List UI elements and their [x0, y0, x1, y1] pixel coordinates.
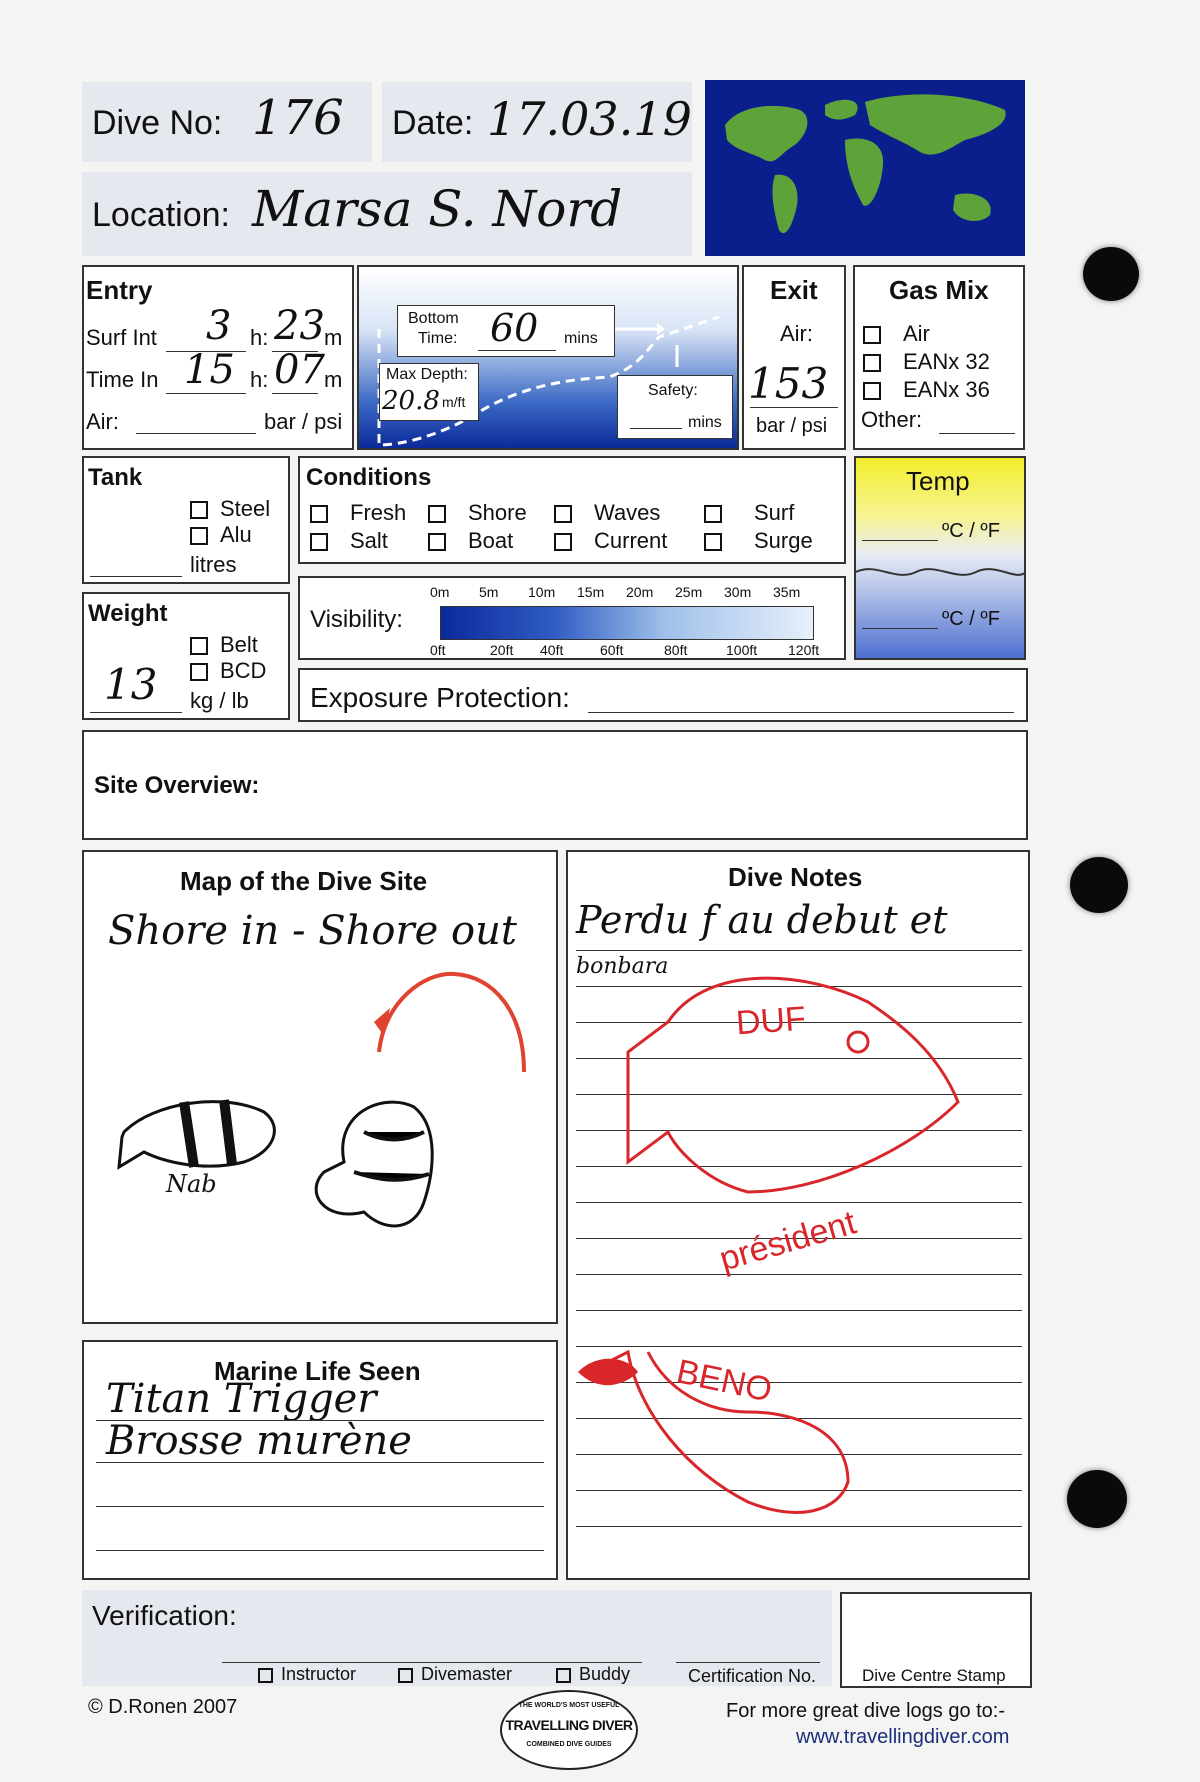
verification-label: Verification:: [92, 1600, 237, 1631]
entry-section: [82, 265, 354, 450]
visibility-ft-tick: 20ft: [490, 642, 514, 658]
safety-label: Safety:: [648, 382, 698, 399]
depth-unit: m/ft: [442, 394, 466, 410]
bottom-time-box: [397, 305, 615, 357]
cond-boat[interactable]: Boat: [428, 528, 513, 554]
conditions-section: [298, 456, 846, 564]
cond-current[interactable]: Current: [554, 528, 667, 554]
exit-section: [742, 265, 846, 450]
max-depth-label: Max Depth:: [386, 366, 468, 383]
cond-salt[interactable]: Salt: [310, 528, 388, 554]
dive-no-value: 176: [252, 90, 344, 146]
world-map: [705, 80, 1025, 256]
dive-notes-title: Dive Notes: [728, 862, 863, 892]
verify-instructor[interactable]: Instructor: [258, 1664, 356, 1685]
max-depth-value: 20.8: [382, 386, 440, 416]
visibility-m-tick: 0m: [430, 584, 450, 600]
date-value: 17.03.19: [487, 92, 692, 146]
location-field: [82, 172, 692, 256]
binder-hole: [1070, 857, 1128, 913]
copyright: © D.Ronen 2007: [88, 1696, 238, 1718]
m-unit: m: [324, 367, 343, 392]
dive-no-label: Dive No:: [92, 104, 223, 142]
fish-label: Nab: [166, 1170, 217, 1198]
dive-no-field: [82, 82, 372, 162]
visibility-ft-tick: 80ft: [664, 642, 688, 658]
stamp-beno: BENO: [673, 1352, 776, 1410]
binder-hole: [1083, 247, 1139, 301]
surf-int-hours: 3: [206, 303, 232, 349]
exit-air-value: 153: [748, 359, 829, 408]
location-label: Location:: [92, 196, 230, 234]
water-wave: [856, 562, 1026, 582]
logo-main-text: TRAVELLING DIVER: [505, 1717, 633, 1733]
location-value: Marsa S. Nord: [252, 180, 623, 238]
stamp-duf: DUF: [734, 999, 808, 1043]
verification-section: [82, 1590, 832, 1686]
time-in-label: Time In: [86, 367, 159, 392]
gas-mix-title: Gas Mix: [889, 275, 989, 305]
exit-air-unit: bar / psi: [756, 415, 828, 437]
gas-other-label: Other:: [861, 407, 923, 432]
exposure-section: [298, 668, 1028, 722]
m-unit: m: [324, 325, 343, 350]
tank-alu-option[interactable]: [190, 522, 252, 548]
entry-air-label: Air:: [86, 409, 119, 434]
safety-mins-label: mins: [688, 414, 722, 431]
date-label: Date:: [392, 104, 474, 142]
exit-title: Exit: [770, 275, 818, 305]
conditions-title: Conditions: [306, 464, 432, 491]
weight-value: 13: [104, 660, 158, 709]
cond-surf[interactable]: Surf: [704, 500, 794, 526]
marine-life-section: [82, 1340, 558, 1580]
world-map-graphic: [705, 80, 1025, 256]
more-logs-text: For more great dive logs go to:-: [726, 1700, 1006, 1722]
map-drawings: [84, 912, 554, 1312]
gas-mix-section: [853, 265, 1025, 450]
marine-life-title: Marine Life Seen: [214, 1356, 421, 1386]
bottom-time-value: 60: [490, 306, 539, 350]
tank-option-label: Alu: [220, 522, 252, 547]
map-section: [82, 850, 558, 1324]
visibility-m-tick: 15m: [577, 584, 605, 600]
visibility-ft-tick: 40ft: [540, 642, 564, 658]
tank-title: Tank: [88, 464, 143, 491]
visibility-m-tick: 10m: [528, 584, 556, 600]
visibility-m-tick: 35m: [773, 584, 801, 600]
dive-centre-stamp-label: Dive Centre Stamp: [862, 1666, 1006, 1685]
tank-section: [82, 456, 290, 584]
gas-air-option[interactable]: [863, 321, 930, 347]
cond-waves[interactable]: Waves: [554, 500, 660, 526]
safety-box: [617, 375, 733, 439]
logo-bottom-text: COMBINED DIVE GUIDES: [526, 1741, 612, 1748]
h-unit: h:: [250, 367, 269, 392]
logo-top-text: THE WORLD'S MOST USEFUL: [518, 1702, 620, 1709]
checkbox[interactable]: [863, 354, 881, 372]
temp-section: [854, 456, 1026, 660]
tank-steel-option[interactable]: [190, 496, 270, 522]
dive-notes-line-2: bonbara: [576, 954, 669, 979]
checkbox[interactable]: [190, 501, 208, 519]
weight-bcd-option[interactable]: BCD: [190, 658, 266, 684]
max-depth-box: [379, 363, 479, 421]
binder-hole: [1067, 1470, 1127, 1528]
weight-section: [82, 592, 290, 720]
gas-option-label: EANx 32: [903, 349, 990, 374]
dive-notes-line-1: Perdu f au debut et: [576, 898, 948, 942]
certification-label: Certification No.: [688, 1666, 817, 1686]
marine-life-line-1: Titan Trigger: [106, 1376, 377, 1422]
checkbox[interactable]: [190, 527, 208, 545]
visibility-m-tick: 25m: [675, 584, 703, 600]
weight-belt-option[interactable]: Belt: [190, 632, 258, 658]
exposure-label: Exposure Protection:: [310, 682, 570, 713]
surf-int-label: Surf Int: [86, 325, 157, 350]
dive-notes-section: [566, 850, 1030, 1580]
dive-profile: [357, 265, 739, 450]
checkbox[interactable]: [863, 382, 881, 400]
weight-title: Weight: [88, 600, 168, 627]
map-note: Shore in - Shore out: [108, 908, 517, 954]
map-title: Map of the Dive Site: [180, 866, 428, 896]
time-label: Time:: [418, 330, 458, 347]
visibility-scale: [440, 606, 814, 640]
website-link[interactable]: www.travellingdiver.com: [796, 1726, 1010, 1748]
visibility-ft-tick: 120ft: [788, 642, 820, 658]
dive-centre-stamp-box: [840, 1592, 1032, 1688]
h-unit: h:: [250, 325, 269, 350]
visibility-ft-tick: 100ft: [726, 642, 758, 658]
visibility-ft-tick: 0ft: [430, 642, 446, 658]
time-in-minutes: 07: [274, 347, 325, 393]
visibility-m-tick: 5m: [479, 584, 499, 600]
gas-option-label: Air: [903, 321, 930, 346]
verify-divemaster[interactable]: Divemaster: [398, 1664, 512, 1685]
visibility-label: Visibility:: [310, 606, 403, 633]
temp-title: Temp: [906, 466, 970, 496]
date-field: [382, 82, 692, 162]
exit-air-label: Air:: [780, 321, 813, 346]
cond-fresh[interactable]: Fresh: [310, 500, 406, 526]
time-in-hours: 15: [184, 347, 235, 393]
tank-litres-label: litres: [190, 552, 237, 577]
entry-title: Entry: [86, 275, 153, 305]
checkbox[interactable]: [863, 326, 881, 344]
stamp-president: président: [715, 1203, 861, 1279]
cond-surge[interactable]: Surge: [704, 528, 813, 554]
gas-eanx36-option[interactable]: [863, 377, 990, 403]
entry-air-unit: bar / psi: [264, 409, 343, 434]
marine-life-line-2: Brosse murène: [106, 1418, 412, 1464]
gas-option-label: EANx 36: [903, 377, 990, 402]
site-overview-section: [82, 730, 1028, 840]
bottom-label: Bottom: [408, 310, 459, 327]
visibility-m-tick: 20m: [626, 584, 654, 600]
gas-eanx32-option[interactable]: [863, 349, 990, 375]
verify-buddy[interactable]: Buddy: [556, 1664, 630, 1685]
visibility-m-tick: 30m: [724, 584, 752, 600]
tank-option-label: Steel: [220, 496, 271, 521]
temp-unit-top: ºC / ºF: [942, 520, 1000, 542]
surf-int-minutes: 23: [274, 303, 325, 349]
temp-unit-bottom: ºC / ºF: [942, 608, 1000, 630]
visibility-section: [298, 576, 846, 660]
dive-notes-stamps: [568, 852, 1028, 1572]
travelling-diver-logo: [500, 1690, 638, 1770]
weight-unit: kg / lb: [190, 688, 249, 713]
visibility-ft-tick: 60ft: [600, 642, 624, 658]
bottom-mins-label: mins: [564, 330, 598, 347]
site-overview-label: Site Overview:: [94, 772, 260, 799]
cond-shore[interactable]: Shore: [428, 500, 527, 526]
